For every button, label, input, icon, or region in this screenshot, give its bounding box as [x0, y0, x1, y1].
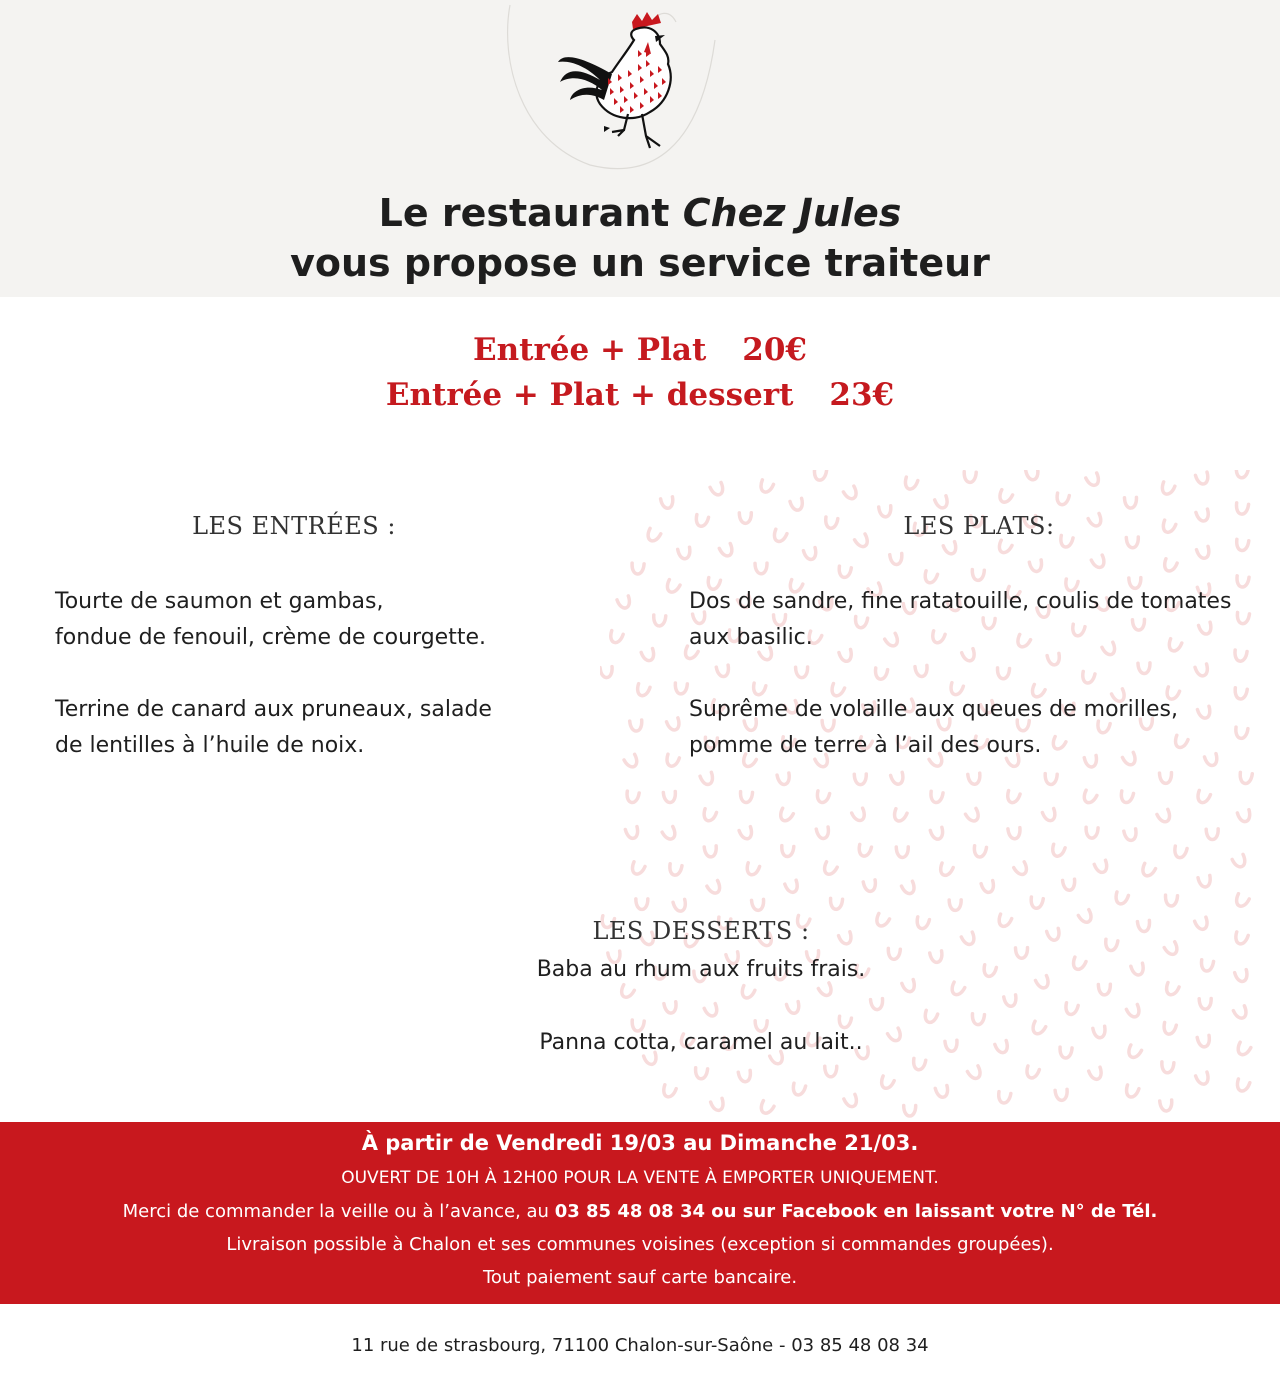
formula-label: Entrée + Plat: [472, 332, 707, 368]
order-contact: 03 85 48 08 34 ou sur Facebook en laissant votre N° de Tél.: [554, 1201, 1158, 1222]
desserts-title: LES DESSERTS :: [592, 917, 810, 945]
restaurant-name: Chez Jules: [682, 191, 902, 235]
price-row: [0, 328, 1280, 373]
headline-line1: Le restaurant Chez Jules: [378, 191, 902, 235]
menu-item: Suprême de volaille aux queues de morilles, pomme de terre à l’ail des ours.: [689, 697, 1178, 758]
order-text: Merci de commander la veille ou à l’avance, au 03 85 48 08 34 ou sur Facebook en laissant votre N° de Tél.: [122, 1201, 1158, 1222]
hours-text: OUVERT DE 10H À 12H00 POUR LA VENTE À EMPORTER UNIQUEMENT.: [341, 1168, 939, 1188]
price-row: [0, 373, 1280, 418]
dates-text: À partir de Vendredi 19/03 au Dimanche 21/03.: [361, 1131, 919, 1155]
plats-list: [689, 584, 1280, 764]
footer-address: 11 rue de strasbourg, 71100 Chalon-sur-Saône - 03 85 48 08 34: [351, 1335, 929, 1356]
rooster-icon: [500, 0, 720, 175]
headline: [0, 188, 1280, 288]
menu-item: Terrine de canard aux pruneaux, salade de lentilles à l’huile de noix.: [55, 697, 492, 758]
headline-line2: vous propose un service traiteur: [290, 241, 990, 285]
formula-label: Entrée + Plat + dessert: [385, 377, 794, 413]
plats-title: LES PLATS:: [903, 512, 1055, 540]
entrees-list: [55, 584, 615, 764]
menu-item: Dos de sandre, fine ratatouille, coulis de tomates aux basilic.: [689, 589, 1232, 650]
info-band: [0, 1122, 1280, 1304]
entrees-title: LES ENTRÉES :: [192, 512, 396, 540]
payment-text: Tout paiement sauf carte bancaire.: [482, 1267, 798, 1288]
menu-item: Panna cotta, caramel au lait..: [539, 1030, 863, 1055]
price-list: [0, 328, 1280, 418]
formula-price: 20€: [742, 332, 808, 368]
desserts-list: [401, 952, 1001, 1061]
menu-item: Baba au rhum aux fruits frais.: [536, 957, 866, 982]
menu-item: Tourte de saumon et gambas, fondue de fenouil, crème de courgette.: [55, 589, 486, 650]
formula-price: 23€: [829, 377, 895, 413]
delivery-text: Livraison possible à Chalon et ses communes voisines (exception si commandes groupées).: [226, 1234, 1054, 1255]
